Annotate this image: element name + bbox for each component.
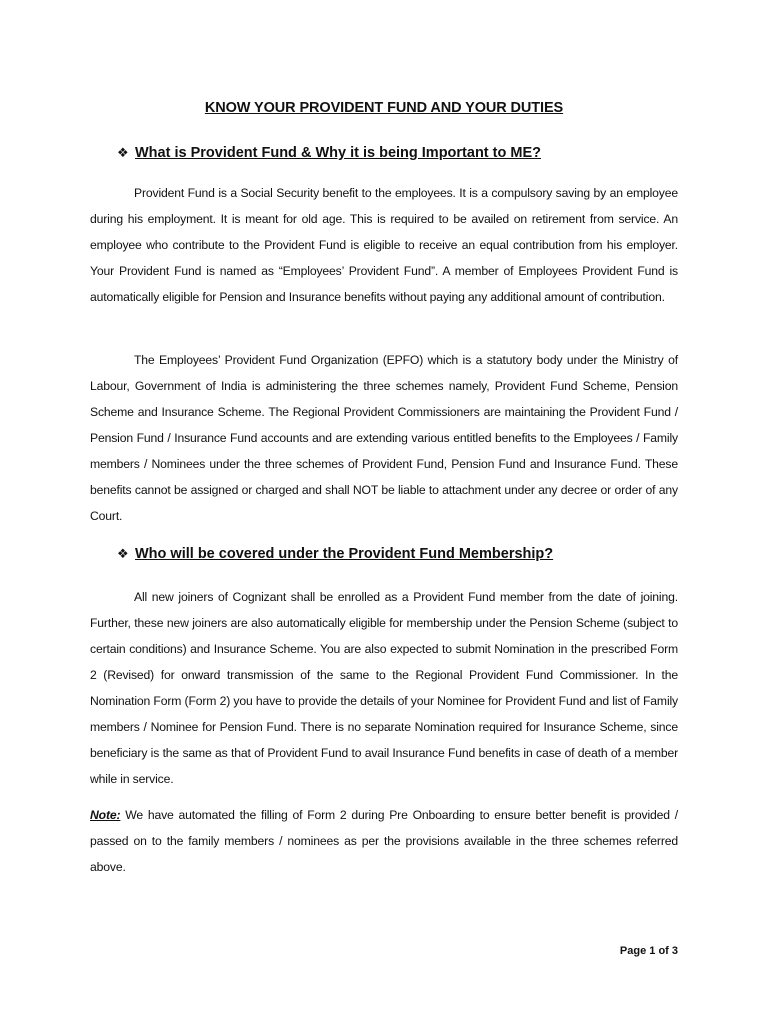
paragraph-membership: All new joiners of Cognizant shall be enrolled as a Provident Fund member from the date of joining. Further, these new joiners are also automatically eligible for membership under the Pension Scheme (subject to certain conditions) and Insurance Scheme. You are also expected to submit Nomination in the prescribed Form 2 (Revised) for onward transmission of the same to the Regional Provident Fund Commissioner. In the Nomination Form (Form 2) you have to provide the details of your Nominee for Provident Fund and list of Family members / Nominee for Pension Fund. There is no separate Nomination required for Insurance Scheme, since beneficiary is the same as that of Provident Fund to avail Insurance Fund benefits in case of death of a member while in service. bbox=[90, 590, 678, 786]
page-number: Page 1 of 3 bbox=[619, 945, 678, 957]
diamond-bullet-icon: ❖ bbox=[117, 546, 129, 561]
note-paragraph bbox=[90, 802, 678, 880]
note-label: Note: bbox=[90, 808, 121, 822]
note-text: We have automated the filling of Form 2 during Pre Onboarding to ensure better benefit is provided / passed on to the family members / nominees as per the provisions available in the three schemes referred above. bbox=[90, 808, 678, 874]
document-title: KNOW YOUR PROVIDENT FUND AND YOUR DUTIES bbox=[204, 100, 564, 116]
section-heading-what-is-pf bbox=[117, 145, 541, 161]
section-heading-text: What is Provident Fund & Why it is being Important to ME? bbox=[135, 145, 541, 161]
section-heading-who-is-covered bbox=[117, 546, 553, 562]
paragraph-epfo: The Employees’ Provident Fund Organization (EPFO) which is a statutory body under the Ministry of Labour, Government of India is administering the three schemes namely, Provident Fund Scheme, Pension Scheme and Insurance Scheme. The Regional Provident Commissioners are maintaining the Provident Fund / Pension Fund / Insurance Fund accounts and are extending various entitled benefits to the Employees / Family members / Nominees under the three schemes of Provident Fund, Pension Fund and Insurance Fund. These benefits cannot be assigned or charged and shall NOT be liable to attachment under any decree or order of any Court. bbox=[90, 353, 678, 523]
section-heading-text: Who will be covered under the Provident Fund Membership? bbox=[135, 546, 554, 562]
paragraph-pf-definition: Provident Fund is a Social Security benefit to the employees. It is a compulsory saving by an employee during his employment. It is meant for old age. This is required to be availed on retirement from service. An employee who contribute to the Provident Fund is eligible to receive an equal contribution from his employer. Your Provident Fund is named as “Employees’ Provident Fund”. A member of Employees Provident Fund is automatically eligible for Pension and Insurance benefits without paying any additional amount of contribution. bbox=[90, 186, 678, 304]
diamond-bullet-icon: ❖ bbox=[117, 145, 129, 160]
